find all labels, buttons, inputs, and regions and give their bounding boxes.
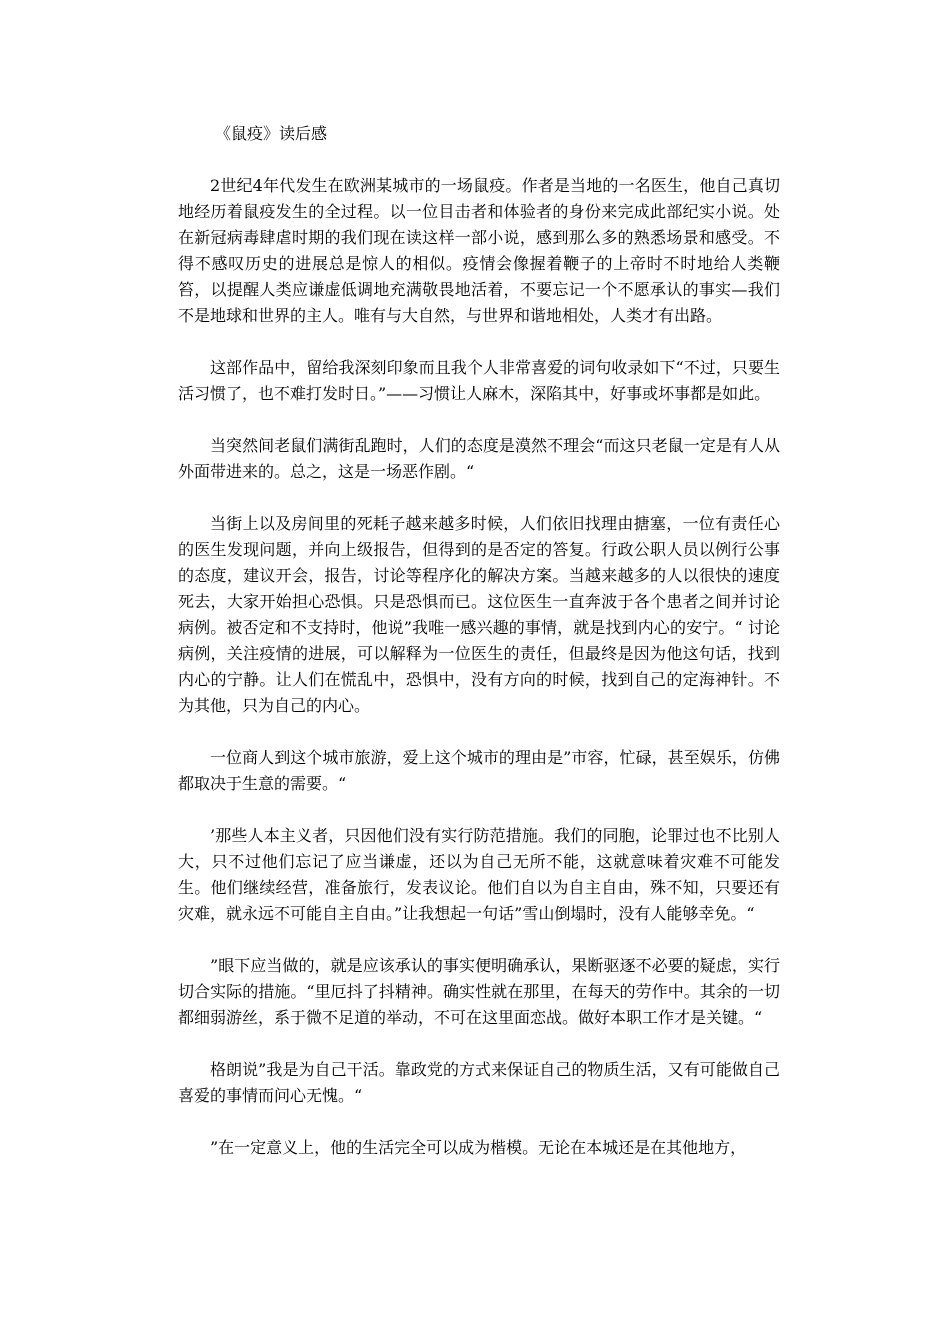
- paragraph: 当街上以及房间里的死耗子越来越多时候，人们依旧找理由搪塞，一位有责任心的医生发现问题，并向上级报告，但得到的是否定的答复。行政公职人员以例行公事的态度，建议开会，报告，讨论等程序化的解决方案。当越来越多的人以很快的速度死去，大家开始担心恐惧。只是恐惧而已。这位医生一直奔波于各个患者之间并讨论病例。被否定和不支持时，他说”我唯一感兴趣的事情，就是找到内心的安宁。“ 讨论病例，关注疫情的进展，可以解释为一位医生的责任，但最终是因为他这句话，找到内心的宁静。让人们在慌乱中，恐惧中，没有方向的时候，找到自己的定海神针。不为其他，只为自己的内心。: [178, 514, 780, 715]
- paragraph: 一位商人到这个城市旅游，爱上这个城市的理由是”市容，忙碌，甚至娱乐，仿佛都取决于生意的需要。“: [178, 748, 780, 793]
- paragraph: ”眼下应当做的，就是应该承认的事实便明确承认，果断驱逐不必要的疑虑，实行切合实际的措施。“里厄抖了抖精神。确实性就在那里，在每天的劳作中。其余的一切都细弱游丝，系于微不足道的举动，不可在这里面恋战。做好本职工作才是关键。“: [178, 956, 780, 1027]
- paragraph: 当突然间老鼠们满街乱跑时，人们的态度是漠然不理会“而这只老鼠一定是有人从外面带进来的。总之，这是一场恶作剧。“: [178, 436, 780, 481]
- document-body: [178, 173, 780, 1187]
- paragraph: ”在一定意义上，他的生活完全可以成为楷模。无论在本城还是在其他地方，: [210, 1138, 747, 1157]
- paragraph: 格朗说”我是为自己干活。靠政党的方式来保证自己的物质生活，又有可能做自己喜爱的事情而问心无愧。“: [178, 1060, 780, 1105]
- paragraph: 2世纪4年代发生在欧洲某城市的一场鼠疫。作者是当地的一名医生，他自己真切地经历着鼠疫发生的全过程。以一位目击者和体验者的身份来完成此部纪实小说。处在新冠病毒肆虐时期的我们现在读这样一部小说，感到那么多的熟悉场景和感受。不得不感叹历史的进展总是惊人的相似。疫情会像握着鞭子的上帝时不时地给人类鞭笞，以提醒人类应谦虚低调地充满敬畏地活着，不要忘记一个不愿承认的事实—我们不是地球和世界的主人。唯有与大自然，与世界和谐地相处，人类才有出路。: [178, 176, 780, 325]
- paragraph: ’那些人本主义者，只因他们没有实行防范措施。我们的同胞，论罪过也不比别人大，只不过他们忘记了应当谦虚，还以为自己无所不能，这就意味着灾难不可能发生。他们继续经营，准备旅行，发表议论。他们自以为自主自由，殊不知，只要还有灾难，就永远不可能自主自由。”让我想起一句话”雪山倒塌时，没有人能够幸免。“: [178, 826, 780, 923]
- document-title: 《鼠疫》读后感: [215, 124, 328, 143]
- paragraph: 这部作品中，留给我深刻印象而且我个人非常喜爱的词句收录如下“不过，只要生活习惯了，也不难打发时日。”——习惯让人麻木，深陷其中，好事或坏事都是如此。: [178, 358, 780, 403]
